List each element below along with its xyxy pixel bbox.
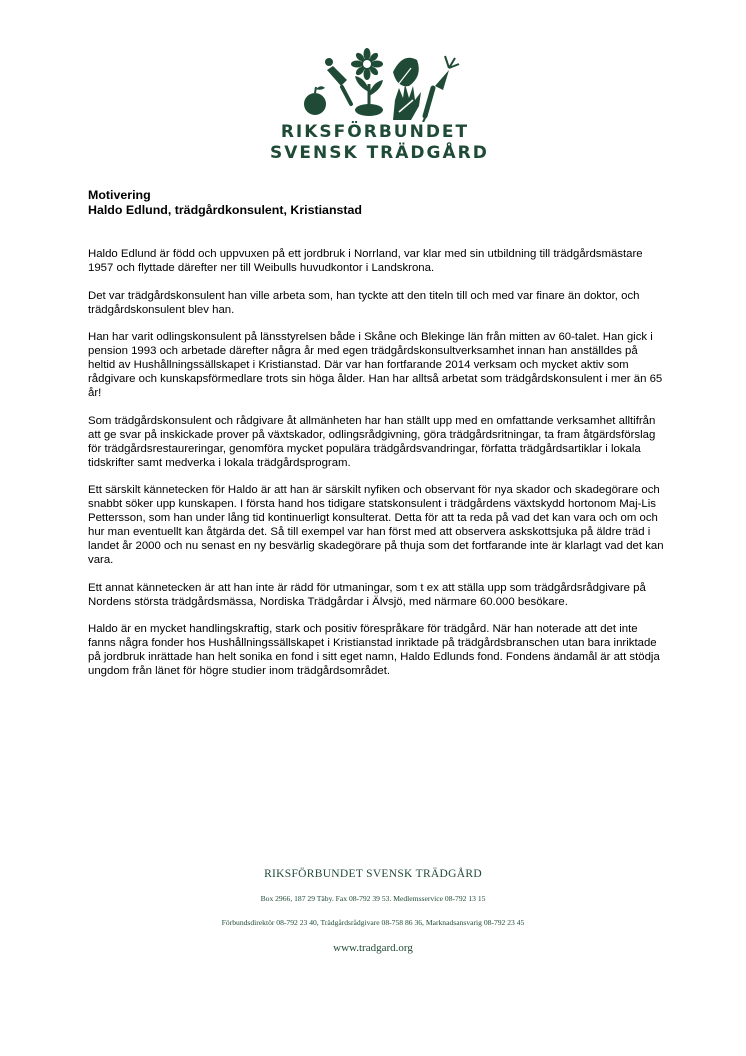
page-footer bbox=[0, 868, 746, 954]
logo-text-line-2: SVENSK TRÄDGÅRD bbox=[270, 143, 489, 163]
footer-contact-2: Förbundsdirektör 08-792 23 40, Trädgårdsrådgivare 08-758 86 36, Marknadsansvarig 08-792 23 45 bbox=[221, 918, 525, 927]
document-heading bbox=[88, 188, 648, 218]
paragraph-6: Ett annat kännetecken är att han inte är rädd för utmaningar, som t ex att ställa upp som trädgårdsrådgivare på Nordens största trädgårdsmässa, Nordiska Trädgårdar i Älvsjö, med närmare 60.000 besökare. bbox=[88, 581, 646, 608]
heading-title: Motivering bbox=[88, 188, 151, 202]
paragraph-4: Som trädgårdskonsulent och rådgivare åt allmänheten har han ställt upp med en omfattande verksamhet alltifrån att ge svar på inskickade prover på växtskador, odlingsrådgivning, göra trädgårdsritningar, ta fram åtgärdsförslag för trädgårdsrestaureringar, genomföra mycket populära trädgårdsvandringar, författa trädgårdsartiklar i lokala tidskrifter samt medverka i lokala trädgårdsprogram. bbox=[88, 414, 656, 469]
garden-emblem-icon bbox=[285, 46, 465, 122]
footer-organization: RIKSFÖRBUNDET SVENSK TRÄDGÅRD bbox=[264, 868, 482, 880]
footer-contact-1: Box 2966, 187 29 Täby. Fax 08-792 39 53. Medlemsservice 08-792 13 15 bbox=[260, 894, 486, 903]
paragraph-1: Haldo Edlund är född och uppvuxen på ett jordbruk i Norrland, var klar med sin utbildning till trädgårdsmästare 1957 och flyttade därefter ner till Weibulls huvudkontor i Landskrona. bbox=[88, 248, 643, 274]
document-body bbox=[88, 248, 668, 693]
paragraph-2: Det var trädgårdskonsulent han ville arbeta som, han tyckte att den titeln till och med var finare än doktor, och trädgårdskonsulent blev han. bbox=[88, 289, 640, 316]
footer-website-link[interactable]: www.tradgard.org bbox=[333, 942, 413, 954]
heading-subtitle: Haldo Edlund, trädgårdkonsulent, Kristianstad bbox=[88, 203, 362, 217]
paragraph-5: Ett särskilt kännetecken för Haldo är att han är särskilt nyfiken och observant för nya skador och skadegörare och snabbt söker upp kunskapen. I första hand hos tidigare statskonsulent i trädgårdens växtskydd hortonom Maj-Lis Pettersson, som han under lång tid kontinuerligt konsulterat. Detta för att ta reda på vad det kan vara och om och hur man eventuellt kan åtgärda det. Så till exempel var han först med att observera askskottsjuka på äldre träd i landet år 2000 och nu senast en ny besvärlig skadegörare på thuja som det fortfarande inte är klarlagt vad det kan vara. bbox=[88, 484, 664, 566]
organization-logo bbox=[270, 46, 489, 176]
paragraph-7: Haldo är en mycket handlingskraftig, stark och positiv förespråkare för trädgård. När han noterade att det inte fanns några fonder hos Hushållningssällskapet i Kristianstad inriktade på trädgårdsbranschen utan bara inriktade på jordbruk inrättade han helt sonika en fond i sitt eget namn, Haldo Edlunds fond. Fondens ändamål är att stödja ungdom från länet för högre studier inom trädgårdsområdet. bbox=[88, 623, 660, 678]
logo-text-line-1: RIKSFÖRBUNDET bbox=[280, 122, 470, 142]
paragraph-3: Han har varit odlingskonsulent på länsstyrelsen både i Skåne och Blekinge län från mitten av 60-talet. Han gick i pension 1993 och arbetade därefter några år med egen trädgårdskonsultverksamhet innan han anställdes på heltid av Hushållningssällskapet i Kristianstad. Där var han fortfarande 2014 verksam och mycket aktiv som rådgivare och kunskapsförmedlare trots sin höga ålder. Han har alltså arbetat som trädgårdskonsulent i mer än 65 år! bbox=[88, 331, 663, 400]
